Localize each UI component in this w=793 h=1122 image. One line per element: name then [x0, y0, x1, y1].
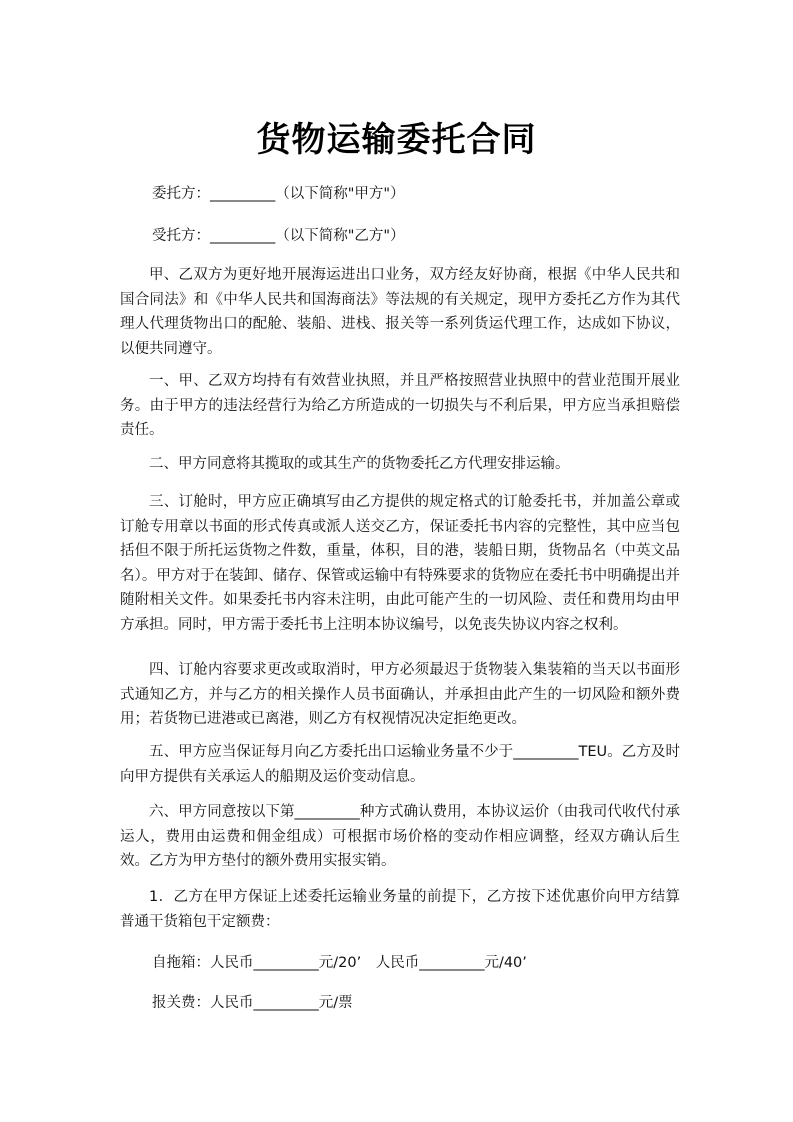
document-title: 货物运输委托合同 [256, 120, 537, 160]
clause-5-paragraph: 五、甲方应当保证每月向乙方委托出口运输业务量不少于_________TEU。乙方及时向甲方提供有关承运人的船期及运价变动信息。 [120, 744, 680, 785]
clause-6-paragraph: 六、甲方同意按以下第_________种方式确认费用，本协议运价（由我司代收代付承运人，费用由运费和佣金组成）可根据市场价格的变动作相应调整，经双方确认后生效。乙方为甲方垫付的额外费用实报实销。 [120, 804, 680, 869]
towing-fee-line: 自拖箱：人民币_________元/20’ 人民币_________元/40’ [152, 955, 527, 971]
client-party-line: 委托方：_________（以下简称"甲方"） [152, 186, 405, 202]
preamble-paragraph: 甲、乙双方为更好地开展海运进出口业务，双方经友好协商，根据《中华人民共和国合同法》和《中华人民共和国海商法》等法规的有关规定，现甲方委托乙方作为其代理人代理货物出口的配舱、装船、进栈、报关等一系列货运代理工作，达成如下协议，以便共同遵守。 [120, 267, 680, 357]
clause-1-paragraph: 一、甲、乙双方均持有有效营业执照，并且严格按照营业执照中的营业范围开展业务。由于甲方的违法经营行为给乙方所造成的一切损失与不利后果，甲方应当承担赔偿责任。 [120, 373, 680, 438]
clause-4-paragraph: 四、订舱内容要求更改或取消时，甲方必须最迟于货物装入集装箱的当天以书面形式通知乙方，并与乙方的相关操作人员书面确认，并承担由此产生的一切风险和额外费用；若货物已进港或已离港，则乙方有权视情况决定拒绝更改。 [120, 662, 680, 727]
clause-2-paragraph: 二、甲方同意将其揽取的或其生产的货物委托乙方代理安排运输。 [149, 456, 570, 472]
clause-3-paragraph: 三、订舱时，甲方应正确填写由乙方提供的规定格式的订舱委托书，并加盖公章或订舱专用章以书面的形式传真或派人送交乙方，保证委托书内容的完整性，其中应当包括但不限于所托运货物之件数，重量，体积，目的港，装船日期，货物品名（中英文品名）。甲方对于在装卸、储存、保管或运输中有特殊要求的货物应在委托书中明确提出并随附相关文件。如果委托书内容未注明，由此可能产生的一切风险、责任和费用均由甲方承担。同时，甲方需于委托书上注明本协议编号，以免丧失协议内容之权利。 [120, 494, 680, 633]
customs-fee-line: 报关费：人民币_________元/票 [152, 995, 353, 1011]
clause-6-item-1-paragraph: 1．乙方在甲方保证上述委托运输业务量的前提下，乙方按下述优惠价向甲方结算普通干货箱包干定额费： [120, 889, 680, 930]
agent-party-line: 受托方：_________（以下简称"乙方"） [152, 228, 405, 244]
